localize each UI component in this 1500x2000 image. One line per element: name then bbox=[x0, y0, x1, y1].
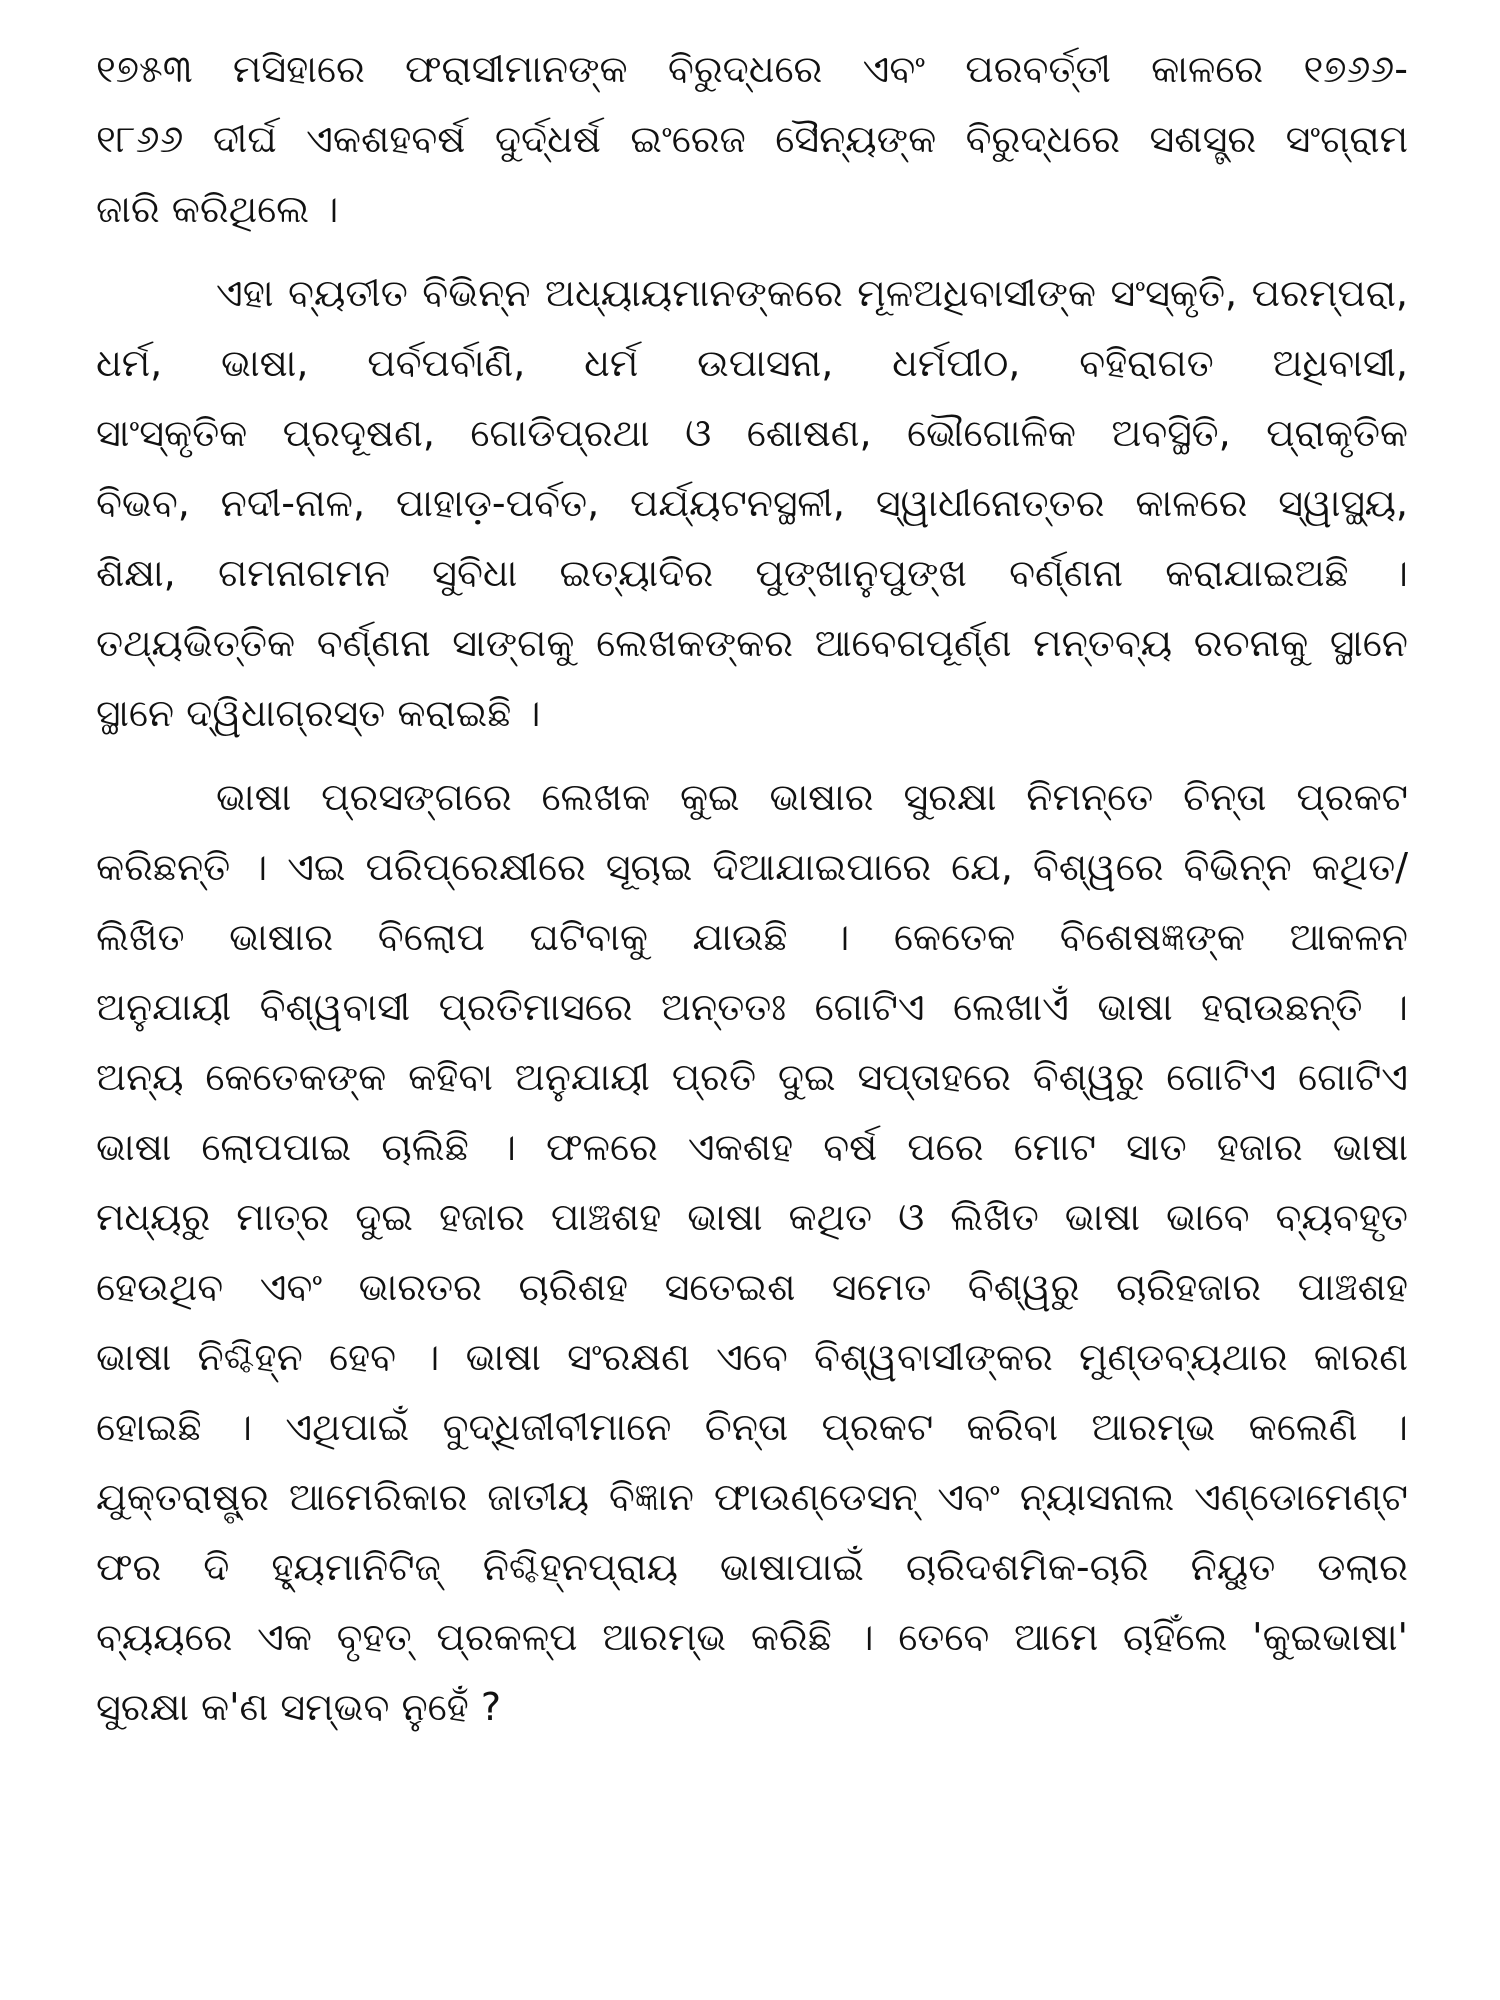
text-line: ହୋଇଛି । ଏଥିପାଇଁ ବୁଦ୍ଧିଜୀବୀମାନେ ଚିନ୍ତା ପ୍ରକଟ କରିବା ଆରମ୍ଭ କଲେଣି । bbox=[96, 1405, 1408, 1449]
text-line: ଏହା ବ୍ୟତୀତ ବିଭିନ୍ନ ଅଧ୍ୟାୟମାନଙ୍କରେ ମୂଳଅଧିବାସୀଙ୍କ ସଂସ୍କୃତି, ପରମ୍ପରା, bbox=[216, 271, 1408, 315]
text-line: ଶିକ୍ଷା, ଗମନାଗମନ ସୁବିଧା ଇତ୍ୟାଦିର ପୁଙ୍ଖାନୁପୁଙ୍ଖ ବର୍ଣ୍ଣନା କରାଯାଇଅଛି । bbox=[96, 551, 1408, 595]
text-line: ସାଂସ୍କୃତିକ ପ୍ରଦୂଷଣ, ଗୋଡିପ୍ରଥା ଓ ଶୋଷଣ, ଭୌଗୋଳିକ ଅବସ୍ଥିତି, ପ୍ରାକୃତିକ bbox=[96, 411, 1408, 455]
paragraph-2 bbox=[96, 258, 1408, 748]
text-line: ଭାଷା ନିଶ୍ଚିହ୍ନ ହେବ । ଭାଷା ସଂରକ୍ଷଣ ଏବେ ବିଶ୍ୱବାସୀଙ୍କର ମୁଣ୍ଡବ୍ୟଥାର କାରଣ bbox=[96, 1335, 1408, 1379]
text-line: ଅନୁଯାୟୀ ବିଶ୍ୱବାସୀ ପ୍ରତିମାସରେ ଅନ୍ତତଃ ଗୋଟିଏ ଲେଖାଏଁ ଭାଷା ହରାଉଛନ୍ତି । bbox=[96, 985, 1408, 1029]
text-line: ହେଉଥିବ ଏବଂ ଭାରତର ଚାରିଶହ ସତେଇଶ ସମେତ ବିଶ୍ୱରୁ ଚାରିହଜାର ପାଞ୍ଚଶହ bbox=[96, 1265, 1408, 1309]
text-line: ଲିଖିତ ଭାଷାର ବିଲୋପ ଘଟିବାକୁ ଯାଉଛି । କେତେକ ବିଶେଷଜ୍ଞଙ୍କ ଆକଳନ bbox=[96, 915, 1408, 959]
text-line: କରିଛନ୍ତି । ଏଇ ପରିପ୍ରେକ୍ଷୀରେ ସୂଚାଇ ଦିଆଯାଇପାରେ ଯେ, ବିଶ୍ୱରେ ବିଭିନ୍ନ କଥିତ/ bbox=[96, 845, 1408, 889]
text-line: ଜାରି କରିଥିଲେ । bbox=[96, 187, 339, 231]
text-line: ତଥ୍ୟଭିତ୍ତିକ ବର୍ଣ୍ଣନା ସାଙ୍ଗକୁ ଲେଖକଙ୍କର ଆବେଗପୂର୍ଣ୍ଣ ମନ୍ତବ୍ୟ ରଚନାକୁ ସ୍ଥାନେ bbox=[96, 621, 1408, 665]
body-text bbox=[96, 34, 1408, 1742]
paragraph-3 bbox=[96, 762, 1408, 1742]
text-line: ଧର୍ମ, ଭାଷା, ପର୍ବପର୍ବାଣି, ଧର୍ମ ଉପାସନା, ଧର୍ମପୀଠ, ବହିରାଗତ ଅଧିବାସୀ, bbox=[96, 341, 1408, 385]
text-line: ଅନ୍ୟ କେତେକଙ୍କ କହିବା ଅନୁଯାୟୀ ପ୍ରତି ଦୁଇ ସପ୍ତାହରେ ବିଶ୍ୱରୁ ଗୋଟିଏ ଗୋଟିଏ bbox=[96, 1055, 1408, 1099]
text-line: ବିଭବ, ନଦୀ-ନାଳ, ପାହାଡ଼-ପର୍ବତ, ପର୍ଯ୍ୟଟନସ୍ଥଳୀ, ସ୍ୱାଧୀନୋତ୍ତର କାଳରେ ସ୍ୱାସ୍ଥ୍ୟ, bbox=[96, 481, 1408, 525]
paragraph-gap bbox=[96, 748, 1408, 762]
text-line: ୧୮୬୬ ଦୀର୍ଘ ଏକଶହବର୍ଷ ଦୁର୍ଦ୍ଧର୍ଷ ଇଂରେଜ ସୈନ୍ୟଙ୍କ ବିରୁଦ୍ଧରେ ସଶସ୍ତ୍ର ସଂଗ୍ରାମ bbox=[96, 117, 1408, 161]
paragraph-gap bbox=[96, 244, 1408, 258]
paragraph-1 bbox=[96, 34, 1408, 244]
text-line: ଭାଷା ପ୍ରସଙ୍ଗରେ ଲେଖକ କୁଇ ଭାଷାର ସୁରକ୍ଷା ନିମନ୍ତେ ଚିନ୍ତା ପ୍ରକଟ bbox=[216, 775, 1408, 819]
text-line: ୧୭୫୩ ମସିହାରେ ଫରାସୀମାନଙ୍କ ବିରୁଦ୍ଧରେ ଏବଂ ପରବର୍ତ୍ତୀ କାଳରେ ୧୭୬୬- bbox=[96, 47, 1408, 91]
text-line: ବ୍ୟୟରେ ଏକ ବୃହତ୍ ପ୍ରକଳ୍ପ ଆରମ୍ଭ କରିଛି । ତେବେ ଆମେ ଚାହିଁଲେ 'କୁଇଭାଷା' bbox=[96, 1615, 1408, 1659]
text-line: ଭାଷା ଲୋପପାଇ ଚାଲିଛି । ଫଳରେ ଏକଶହ ବର୍ଷ ପରେ ମୋଟ ସାତ ହଜାର ଭାଷା bbox=[96, 1125, 1408, 1169]
text-line: ଫର ଦି ହ୍ୟୁମାନିଟିଜ୍ ନିଶ୍ଚିହ୍ନପ୍ରାୟ ଭାଷାପାଇଁ ଚାରିଦଶମିକ-ଚାରି ନିୟୁତ ଡଲାର bbox=[96, 1545, 1408, 1589]
text-line: ଯୁକ୍ତରାଷ୍ଟ୍ର ଆମେରିକାର ଜାତୀୟ ବିଜ୍ଞାନ ଫାଉଣ୍ଡେସନ୍ ଏବଂ ନ୍ୟାସନାଲ ଏଣ୍ଡୋମେଣ୍ଟ bbox=[96, 1475, 1408, 1519]
text-line: ସୁରକ୍ଷା କ'ଣ ସମ୍ଭବ ନୁହେଁ ? bbox=[96, 1685, 502, 1729]
text-line: ମଧ୍ୟରୁ ମାତ୍ର ଦୁଇ ହଜାର ପାଞ୍ଚଶହ ଭାଷା କଥିତ ଓ ଲିଖିତ ଭାଷା ଭାବେ ବ୍ୟବହୃତ bbox=[96, 1195, 1408, 1239]
text-line: ସ୍ଥାନେ ଦ୍ୱିଧାଗ୍ରସ୍ତ କରାଇଛି । bbox=[96, 691, 541, 735]
